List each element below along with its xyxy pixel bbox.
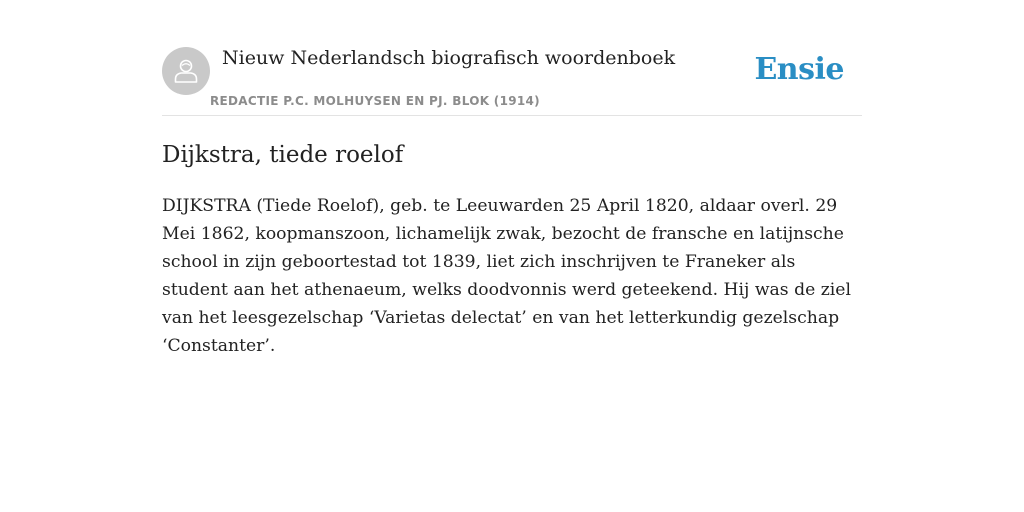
- entry-body: DIJKSTRA (Tiede Roelof), geb. te Leeuwarden 25 April 1820, aldaar overl. 29 Mei 1862, koopmanszoon, lichamelijk zwak, bezocht de fransche en latijnsche school in zijn geboortestad tot 1839, liet zich inschrijven te Franeker als student aan het athenaeum, welks doodvonnis werd geteekend. Hij was de ziel van het leesgezelschap ‘Varietas delectat’ en van het letterkundig gezelschap ‘Constanter’.: [162, 196, 851, 356]
- avatar[interactable]: [162, 47, 210, 95]
- ensie-logo[interactable]: Ensie: [754, 52, 844, 87]
- source-editors: REDACTIE P.C. MOLHUYSEN EN PJ. BLOK (1914): [210, 94, 540, 108]
- page-container: [162, 0, 862, 360]
- entry-title: Dijkstra, tiede roelof: [162, 142, 404, 168]
- source-title[interactable]: Nieuw Nederlandsch biografisch woordenboek: [222, 47, 676, 69]
- source-header: [162, 0, 862, 116]
- user-outline-icon: [171, 56, 201, 86]
